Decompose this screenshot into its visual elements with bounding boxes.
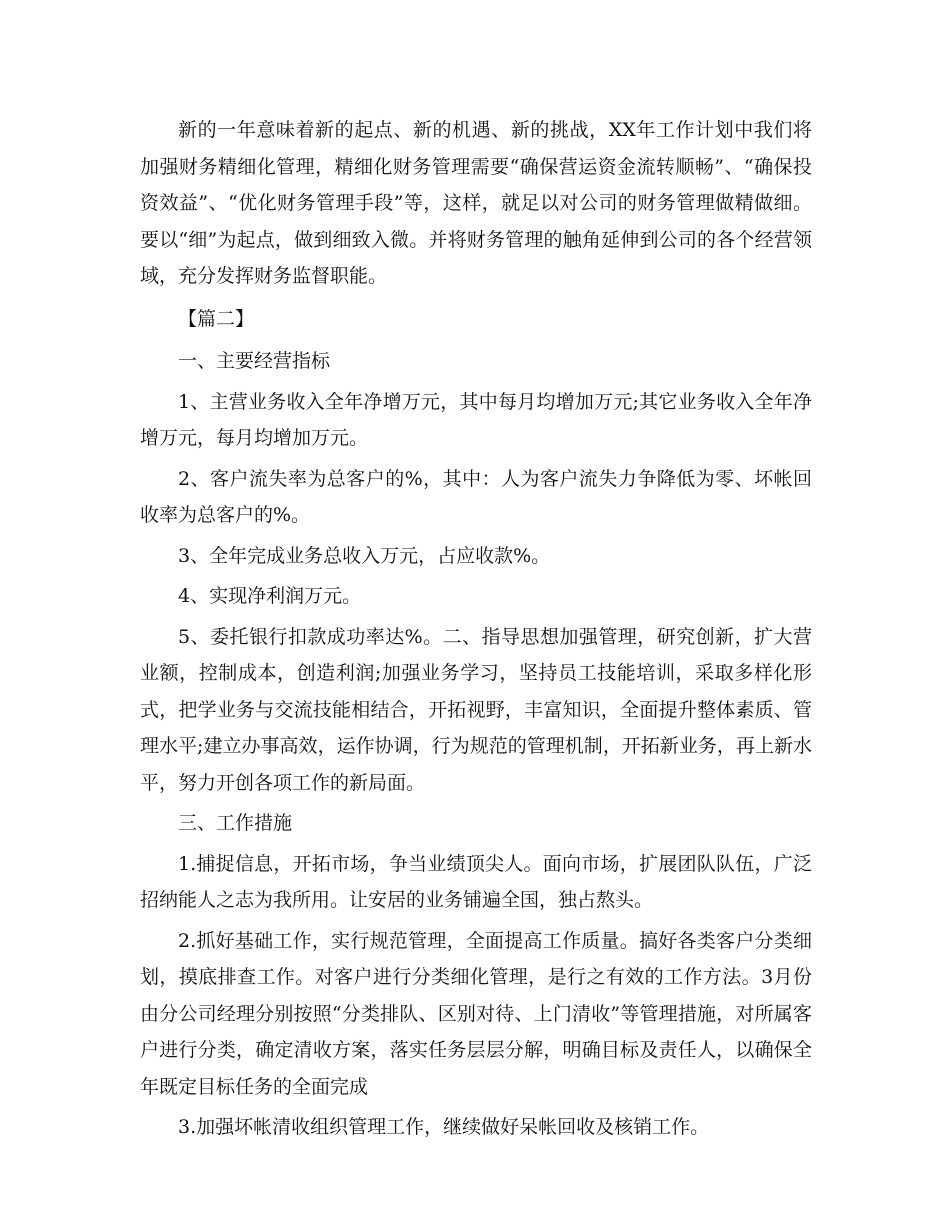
indicator-item-5: 5、委托银行扣款成功率达%。二、指导思想加强管理，研究创新，扩大营业额，控制成本，创造利润;加强业务学习，坚持员工技能培训，采取多样化形式，把学业务与交流技能相结合，开拓视野，丰富知识，全面提升整体素质、管理水平;建立办事高效，运作协调，行为规范的管理机制，开拓新业务，再上新水平，努力开创各项工作的新局面。 <box>140 625 812 794</box>
section-heading-work-measures: 三、工作措施 <box>178 812 293 834</box>
measure-item-3: 3.加强坏帐清收组织管理工作，继续做好呆帐回收及核销工作。 <box>178 1116 710 1138</box>
intro-paragraph: 新的一年意味着新的起点、新的机遇、新的挑战，XX年工作计划中我们将加强财务精细化管理，精细化财务管理需要“确保营运资金流转顺畅”、“确保投资效益”、“优化财务管理手段”等，这样，就足以对公司的财务管理做精做细。要以“细”为起点，做到细致入微。并将财务管理的触角延伸到公司的各个经营领域，充分发挥财务监督职能。 <box>140 119 812 287</box>
indicator-item-2: 2、客户流失率为总客户的%，其中：人为客户流失力争降低为零、坏帐回收率为总客户的%。 <box>140 467 812 526</box>
measure-item-1: 1.捕捉信息，开拓市场，争当业绩顶尖人。面向市场，扩展团队队伍，广泛招纳能人之志为我所用。让安居的业务铺遍全国，独占熬头。 <box>140 852 812 911</box>
document-body <box>140 112 812 1146</box>
indicator-item-4: 4、实现净利润万元。 <box>178 585 362 607</box>
measure-item-2: 2.抓好基础工作，实行规范管理，全面提高工作质量。搞好各类客户分类细划，摸底排查工作。对客户进行分类细化管理，是行之有效的工作方法。3月份由分公司经理分别按照“分类排队、区别对待、上门清收”等管理措施，对所属客户进行分类，确定清收方案，落实任务层层分解，明确目标及责任人，以确保全年既定目标任务的全面完成 <box>140 929 812 1098</box>
section-heading-main-indicators: 一、主要经营指标 <box>178 350 331 372</box>
indicator-item-1: 1、主营业务收入全年净增万元，其中每月均增加万元;其它业务收入全年净增万元，每月均增加万元。 <box>140 390 812 449</box>
section-heading-part-two: 【篇二】 <box>178 307 255 330</box>
indicator-item-3: 3、全年完成业务总收入万元，占应收款%。 <box>178 544 551 567</box>
